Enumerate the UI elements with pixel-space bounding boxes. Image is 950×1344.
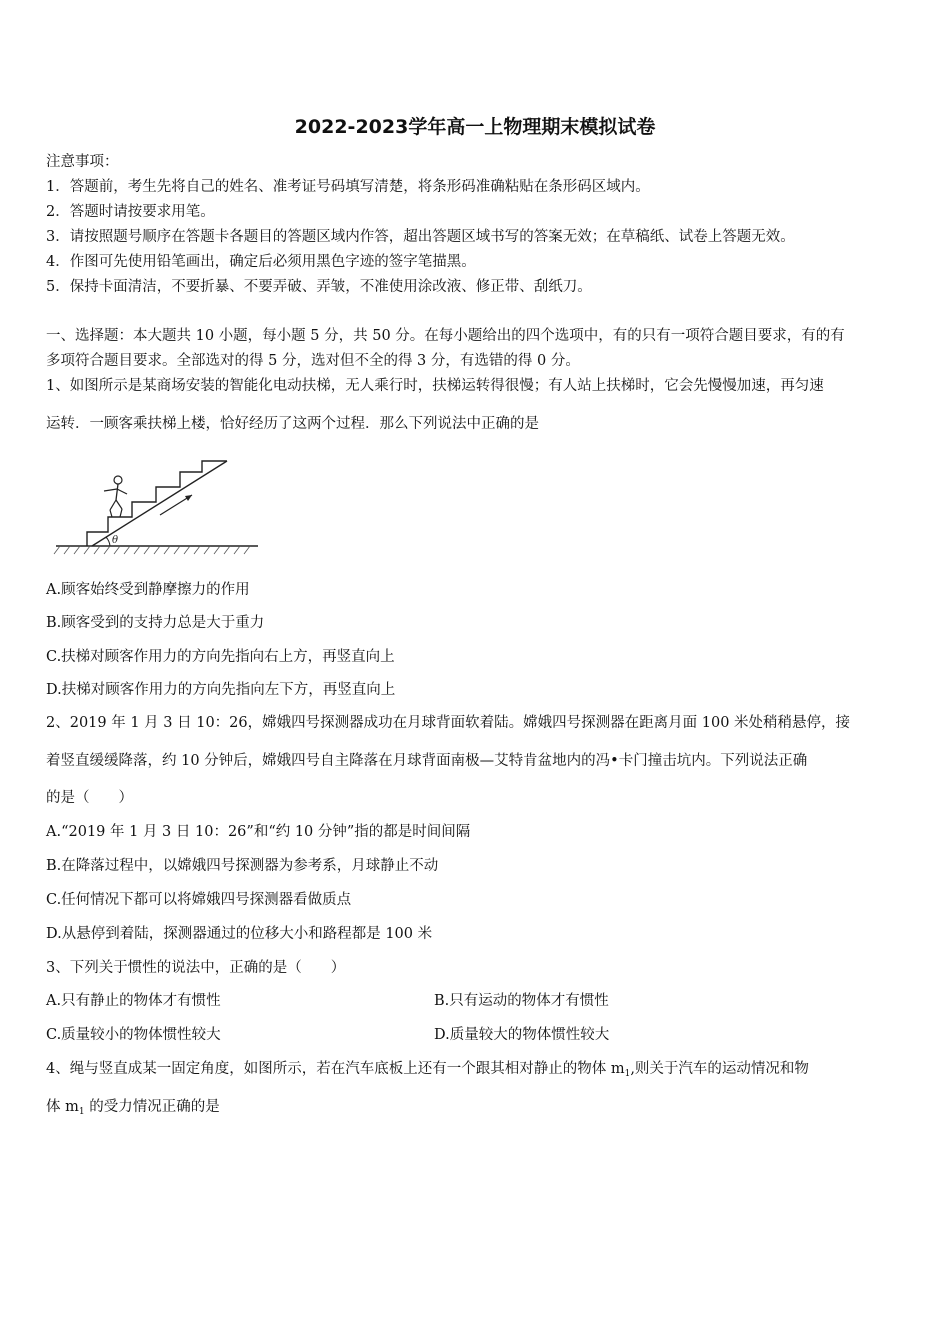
section-heading-line-2: 多项符合题目要求。全部选对的得 5 分，选对但不全的得 3 分，有选错的得 0 分。	[46, 353, 580, 369]
note-item-3: 3．请按照题号顺序在答题卡各题目的答题区域内作答，超出答题区域书写的答案无效；在草稿纸、试卷上答题无效。	[46, 229, 795, 245]
q2-option-c: C.任何情况下都可以将嫦娥四号探测器看做质点	[46, 892, 352, 908]
q4-stem-line-1	[46, 1059, 906, 1084]
q4-stem-line-2	[46, 1097, 220, 1122]
q3-option-d: D.质量较大的物体惯性较大	[434, 1027, 610, 1043]
q4-line1-text-b: ,则关于汽车的运动情况和物	[630, 1061, 809, 1077]
angle-label: θ	[112, 535, 119, 546]
q1-stem-line-2: 运转．一顾客乘扶梯上楼，恰好经历了这两个过程．那么下列说法中正确的是	[46, 416, 539, 432]
note-item-2: 2．答题时请按要求用笔。	[46, 204, 215, 220]
q1-stem-line-1: 1、如图所示是某商场安装的智能化电动扶梯，无人乘行时，扶梯运转得很慢；有人站上扶梯时，它会先慢慢加速，再匀速	[46, 378, 824, 394]
section-heading-line-1: 一、选择题：本大题共 10 小题，每小题 5 分，共 50 分。在每小题给出的四个选项中，有的只有一项符合题目要求，有的有	[46, 328, 845, 344]
q2-stem-line-1: 2、2019 年 1 月 3 日 10：26，嫦娥四号探测器成功在月球背面软着陆。嫦娥四号探测器在距离月面 100 米处稍稍悬停，接	[46, 715, 851, 731]
q4-line1-text-a: 4、绳与竖直成某一固定角度，如图所示，若在汽车底板上还有一个跟其相对静止的物体 m	[46, 1061, 625, 1077]
q1-option-c: C.扶梯对顾客作用力的方向先指向右上方，再竖直向上	[46, 649, 395, 665]
note-item-5: 5．保持卡面清洁，不要折暴、不要弄破、弄皱，不准使用涂改液、修正带、刮纸刀。	[46, 279, 592, 295]
q2-option-b: B.在降落过程中，以嫦娥四号探测器为参考系，月球静止不动	[46, 858, 439, 874]
q3-option-b: B.只有运动的物体才有惯性	[434, 993, 609, 1009]
q3-option-c: C.质量较小的物体惯性较大	[46, 1027, 221, 1043]
q4-line2-text-b: 的受力情况正确的是	[84, 1099, 220, 1115]
q1-option-a: A.顾客始终受到静摩擦力的作用	[46, 582, 250, 598]
escalator-figure	[52, 455, 262, 555]
notes-heading: 注意事项：	[46, 154, 119, 170]
q2-option-d: D.从悬停到着陆，探测器通过的位移大小和路程都是 100 米	[46, 926, 433, 942]
note-item-1: 1．答题前，考生先将自己的姓名、准考证号码填写清楚，将条形码准确粘贴在条形码区域内。	[46, 179, 650, 195]
q4-line2-text-a: 体 m	[46, 1099, 79, 1115]
q3-option-a: A.只有静止的物体才有惯性	[46, 993, 221, 1009]
note-item-4: 4．作图可先使用铅笔画出，确定后必须用黑色字迹的签字笔描黑。	[46, 254, 476, 270]
q4-line1-subscript: 1	[624, 1069, 631, 1079]
q4-line2-subscript: 1	[78, 1107, 85, 1117]
q3-stem: 3、下列关于惯性的说法中，正确的是（ ）	[46, 960, 346, 976]
q1-option-d: D.扶梯对顾客作用力的方向先指向左下方，再竖直向上	[46, 682, 396, 698]
q2-option-a: A.“2019 年 1 月 3 日 10：26”和“约 10 分钟”指的都是时间间隔	[46, 824, 471, 840]
q1-option-b: B.顾客受到的支持力总是大于重力	[46, 615, 265, 631]
q2-stem-line-2: 着竖直缓缓降落，约 10 分钟后，嫦娥四号自主降落在月球背面南极—艾特肯盆地内的冯•卡门撞击坑内。下列说法正确	[46, 753, 808, 769]
q2-stem-line-3: 的是（ ）	[46, 790, 133, 806]
page-title: 2022-2023学年高一上物理期末模拟试卷	[294, 116, 656, 138]
